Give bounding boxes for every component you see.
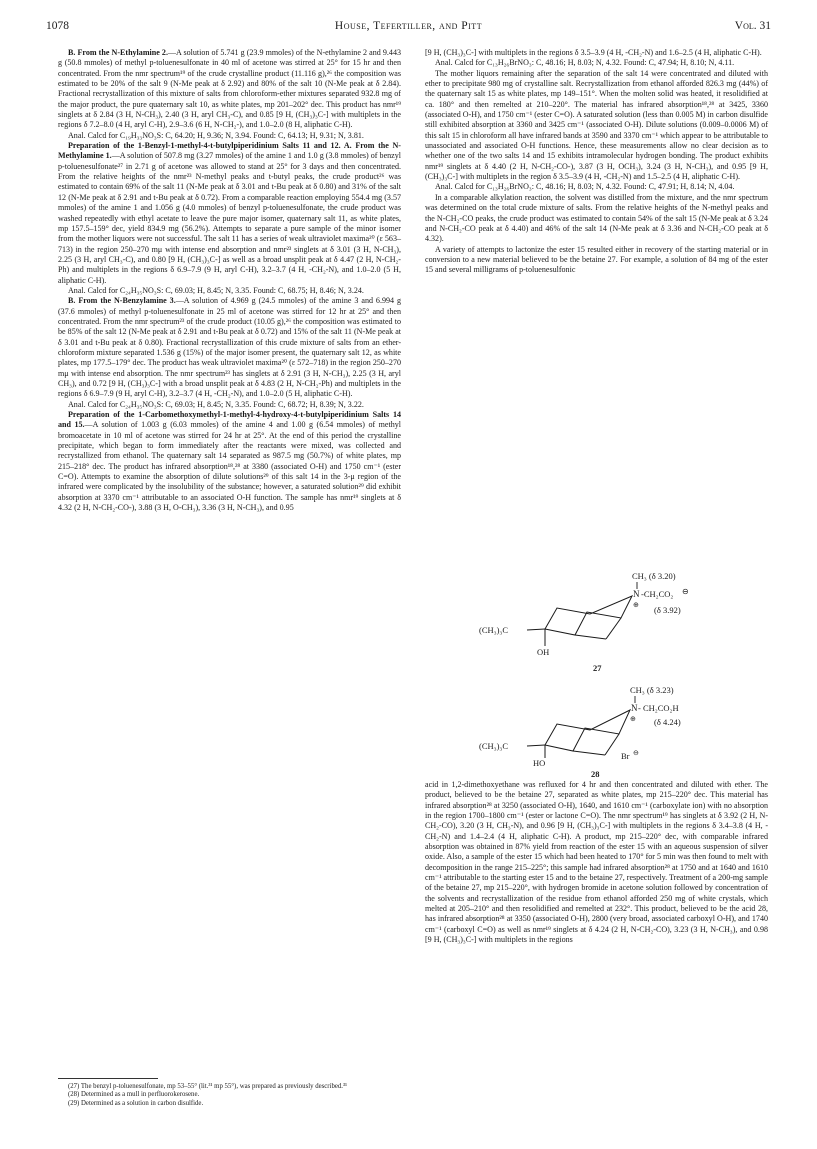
paragraph-text: [9 H, (CH₃)₃C-] with multiplets in the regions δ 3.5–3.9 (4 H, -CH₂-N) and 1.6–2.5 (4 H, aliphatic C-H). xyxy=(425,48,762,57)
page-header xyxy=(46,20,771,36)
volume-label: Vol. 31 xyxy=(734,20,771,32)
paragraph xyxy=(425,193,768,245)
page-number: 1078 xyxy=(46,20,69,32)
paragraph-text: In a comparable alkylation reaction, the solvent was distilled from the mixture, and the nmr spectrum was determined on the total crude mixture of salts. From the relative heights of the N-methyl peaks and the N-CH₂-CO peaks, the crude product was estimated to contain 54% of the salt 15 (N-Me peak at δ 3.24 and N-CH₂-CO peak at δ 4.40) and 46% of the salt 14 (N-Me peak at δ 3.36 and N-CH₂-CO peak at δ 4.32). xyxy=(425,192,768,244)
f27-oh: OH xyxy=(537,647,550,657)
paragraph-text: —A solution of 5.741 g (23.9 mmoles) of the N-ethylamine 2 and 9.443 g (50.8 mmoles) of methyl p-toluenesulfonate in 40 ml of acetone was stirred at 25° for 15 hr and then concentrated. From the nmr spectrum¹⁹ of the crude crystalline product (11.116 g),²⁶ the composition was estimated to be 20% of the salt 9 (N-Me peak at δ 2.92) and 80% of the salt 10 (N-Me peak at δ 2.84). Fractional recrystallization of this mixture of salts from chloroform-ether mixtures separated 932.8 mg of the major product, the pure quaternary salt 10, as white plates, mp 201–202° dec. This product has nmr¹⁹ singlets at δ 2.84 (3 H, N-CH₃), 2.40 (3 H, aryl CH₃-C), and 0.85 [9 H, (CH₃)₃C-] with multiplets in the regions δ 7.2–8.0 (4 H, aryl C-H), 2.9–3.6 (6 H, N-CH₂-), and 1.0–2.0 (8 H, aliphatic C-H). xyxy=(58,48,401,130)
f28-shift: (δ 4.24) xyxy=(654,717,681,727)
paragraph xyxy=(425,182,768,192)
footnotes xyxy=(58,1083,401,1108)
footnote: (27) The benzyl p-toluenesulfonate, mp 53–55° (lit.³¹ mp 55°), was prepared as previously described.³¹ xyxy=(68,1083,348,1090)
paragraph xyxy=(425,48,768,58)
paragraph-text: —A solution of 507.8 mg (3.27 mmoles) of the amine 1 and 1.0 g (3.8 mmoles) of benzyl p-toluenesulfonate²⁷ in 2.71 g of acetone was allowed to stand at 25° for 3 days and then concentrated. From the relative heights of the nmr²³ N-methyl peaks and t-butyl peaks, the crude product²⁶ was estimated to contain 69% of the salt 11 (N-Me peak at δ 3.01 and t-Bu peak at δ 0.80) and 31% of the salt 12 (N-Me peak at δ 2.91 and t-Bu peak at δ 0.72). From a comparable reaction employing 554.4 mg (3.57 mmoles) of the amine 1 and 1.056 g (4.0 mmoles) of benzyl p-toluenesulfonate, the crude product was washed repeatedly with ethyl acetate to leave the pure major isomer, quaternary salt 11, as white plates, mp 157.5–159° dec, yield 834.9 mg (56.2%). Attempts to separate a pure sample of the minor isomer from the mother liquors were not successful. The salt 11 has a series of weak ultraviolet maxima²⁰ (ε 563–713) in the region 250–270 mμ with intense end absorption and nmr²³ singlets at δ 3.01 (3 H, N-CH₃), 2.25 (3 H, aryl CH₃-C), and 0.80 [9 H, (CH₃)₃C-] as well as a broad unsplit peak at δ 4.47 (2 H, N-CH₂-Ph) and multiplets in the regions δ 6.9–7.9 (9 H, aryl C-H), 3.2–3.7 (4 H, -CH₂-N), and 1.0–2.0 (5 H, aliphatic C-H). xyxy=(58,151,401,285)
paragraph-text: Anal. Calcd for C₁₃H₂₆BrNO₃: C, 48.16; H, 8.03; N, 4.32. Found: C, 47.91; H, 8.14; N, 4.04. xyxy=(435,182,735,192)
right-column-top xyxy=(425,48,768,276)
paragraph xyxy=(425,58,768,68)
paragraph xyxy=(58,141,401,286)
f27-ch3: CH₃ (δ 3.20) xyxy=(632,571,676,581)
paragraph xyxy=(58,400,401,410)
right-column-bottom xyxy=(425,780,768,946)
paragraph xyxy=(425,245,768,276)
footnote-rule xyxy=(58,1078,158,1079)
paragraph-heading: B. From the N-Ethylamine 2. xyxy=(68,48,168,57)
paragraph-text: —A solution of 1.003 g (6.03 mmoles) of the amine 4 and 1.00 g (6.54 mmoles) of methyl bromoacetate in 10 ml of acetone was stirred for 24 hr at 25°. At the end of this period the crystalline precipitate, which began to form immediately after the reactants were mixed, was collected and recrystallized from ethanol. The quaternary salt 14 separated as 987.5 mg (50.7%) of white plates, mp 215–218° dec. The product has infrared absorption¹⁸,²⁸ at 3380 (associated O-H) and 1750 cm⁻¹ (ester C=O). Attempts to examine the absorption of dilute solutions²⁹ of this salt 14 in the 3-μ region of the infrared were complicated by the insolubility of the substance; however, a saturated solution²⁹ did exhibit absorption at 3370 cm⁻¹ attributable to an associated O-H function. The sample has nmr¹⁹ singlets at δ 4.32 (2 H, N-CH₂-CO-), 3.88 (3 H, O-CH₃), 3.36 (3 H, N-CH₃), and 0.95 xyxy=(58,420,401,513)
paragraph xyxy=(425,780,768,946)
f28-ho: HO xyxy=(533,758,546,768)
footnote: (28) Determined as a mull in perfluorokerosene. xyxy=(68,1091,200,1099)
paragraph-text: Anal. Calcd for C₂₄H₃₅NO₃S: C, 69.03; H, 8.45; N, 3.35. Found: C, 68.72; H, 8.39; N, 3.22. xyxy=(68,399,364,409)
f28-substituent: - CH₂CO₂H xyxy=(638,703,679,713)
paragraph-heading: B. From the N-Benzylamine 3. xyxy=(68,296,176,306)
running-title: House, Tefertiller, and Pitt xyxy=(334,20,483,32)
paragraph-text: Anal. Calcd for C₁₃H₂₆BrNO₃: C, 48.16; H, 8.03; N, 4.32. Found: C, 47.94; H, 8.10; N, 4.11. xyxy=(435,58,735,68)
f28-n-charge: ⊕ xyxy=(630,715,636,723)
f28-br-charge: ⊖ xyxy=(633,749,639,757)
f28-br: Br xyxy=(621,751,630,761)
f28-tbu: (CH₃)₃C xyxy=(479,741,509,751)
f28-ch3: CH₃ (δ 3.23) xyxy=(630,685,674,695)
left-column xyxy=(58,48,401,513)
f27-number: 27 xyxy=(593,663,602,673)
paragraph-text: —A solution of 4.969 g (24.5 mmoles) of the amine 3 and 6.994 g (37.6 mmoles) of methyl p-toluenesulfonate in 25 ml of acetone was stirred for 12 hr at 25° and then concentrated. From the nmr spectrum²³ of the crude product (10.05 g),²⁶ the composition was estimated to be 85% of the salt 12 (N-Me peak at δ 2.91 and t-Bu peak at δ 0.72) and 15% of the salt 11 (N-Me peak at δ 3.01 and t-Bu peak at δ 0.80). Fractional recrystallization of this crude mixture of salts from an ether-chloroform mixture separated 1.536 g (15%) of the major isomer present, the quaternary salt 12, as white plates, mp 177.5–179° dec. The product has weak ultraviolet maxima²⁰ (ε 572–718) in the region 250–270 mμ with intense end absorption. The nmr spectrum²³ has singlets at δ 2.91 (3 H, N-CH₃), 2.25 (3 H, aryl CH₃), and 0.72 [9 H, (CH₃)₃C-] with a broad unsplit peak at δ 4.83 (2 H, N-CH₂-Ph) and multiplets in the regions δ 6.9–7.9 (9 H, aryl C-H), 3.2–3.7 (4 H, -CH₂-N), and 1.0–2.0 (5 H, aliphatic C-H). xyxy=(58,296,401,399)
f27-anion-charge: ⊖ xyxy=(682,587,689,596)
paragraph xyxy=(425,69,768,183)
paragraph xyxy=(58,286,401,296)
paragraph xyxy=(58,296,401,399)
f27-shift: (δ 3.92) xyxy=(654,605,681,615)
paragraph-text: Anal. Calcd for C₁₉H₃₃NO₃S: C, 64.20; H, 9.36; N, 3.94. Found: C, 64.13; H, 9.31; N, 3.81. xyxy=(68,130,364,140)
paragraph-heading: Preparation of the 1-Carbomethoxymethyl-1-methyl-4-hydroxy-4-t-butylpiperidinium Salts 14 and 15. xyxy=(58,410,401,430)
structure-27 xyxy=(425,566,768,681)
f28-number: 28 xyxy=(591,769,600,779)
paragraph-text: Anal. Calcd for C₂₄H₃₅NO₃S: C, 69.03; H, 8.45; N, 3.35. Found: C, 68.75; H, 8.46; N, 3.24. xyxy=(68,285,364,295)
f27-tbu: (CH₃)₃C xyxy=(479,625,509,635)
f27-n-charge: ⊕ xyxy=(633,601,639,609)
paragraph-heading: Preparation of the 1-Benzyl-1-methyl-4-t-butylpiperidinium Salts 11 and 12. A. From the N-Methylamine 1. xyxy=(58,141,401,161)
paragraph-text: The mother liquors remaining after the separation of the salt 14 were concentrated and diluted with ether to precipitate 980 mg of crystalline salt. Recrystallization from ethanol afforded 826.3 mg (44%) of the quaternary salt 15 as white plates, mp 149–151°. When the molten solid was heated, it resolidified at ca. 180° and then remelted at 210–220°. The material has infrared absorption¹⁸,²⁸ at 3425, 3360 (associated O-H), and 1750 cm⁻¹ (ester C=O). A saturated solution (less than 0.005 M) in carbon disulfide still exhibited absorption at 3360 and 3425 cm⁻¹ (associated O-H). Dilute solutions (0.009–0.0006 M) of this salt 15 in chloroform all have infrared bands at 3590 and 3370 cm⁻¹ which appear to be attributable to unassociated and associated O-H functions. Hence, these measurements allow no clear decision as to whether one of the two salts 14 and 15 exhibits intramolecular hydrogen bonding. The product exhibits nmr¹⁹ singlets at δ 4.40 (2 H, N-CH₂-CO-), 3.87 (3 H, OCH₃), 3.24 (3 H, N-CH₃), and 0.95 [9 H, (CH₃)₃C-] with multiplets in the region δ 3.5–3.9 (4 H, -CH₂-N) and 1.5–2.5 (4 H, aliphatic C-H). xyxy=(425,68,768,182)
paragraph-text: A variety of attempts to lactonize the ester 15 resulted either in recovery of the starting material or in conversion to a new material believed to be the betaine 27. For example, a solution of 84 mg of the ester 15 and several milligrams of p-toluenesulfonic xyxy=(425,244,768,275)
footnote: (29) Determined as a solution in carbon disulfide. xyxy=(68,1099,204,1107)
paragraph xyxy=(58,48,401,131)
paragraph xyxy=(58,131,401,141)
f27-n: N xyxy=(633,589,640,599)
paragraph xyxy=(58,410,401,513)
f28-n: N xyxy=(631,703,638,713)
paragraph-text: acid in 1,2-dimethoxyethane was refluxed for 4 hr and then concentrated and diluted with ether. The product, believed to be the betaine 27, separated as white plates, mp 215–220° dec. This material has infrared absorption²⁸ at 3250 (associated O-H), 1640, and 1610 cm⁻¹ (carboxylate ion) with no absorption in the region 1700–1800 cm⁻¹ (ester or lactone C=O). The nmr spectrum¹⁹ has singlets at δ 3.92 (2 H, N-CH₂-CO), 3.20 (3 H, CH₃-N), and 0.96 [9 H, (CH₃)₃C-] with multiplets in the regions δ 3.4–3.8 (4 H, -CH₂-N) and 1.4–2.4 (4 H, aliphatic C-H). A product, mp 215–220° dec, with comparable infrared absorption was obtained in 87% yield from reaction of the ester 15 with an aqueous suspension of silver oxide. Also, a sample of the ester 15 which had been heated to 170° for 5 min was then found to melt with decomposition in the range 215–225°; this sample had infrared absorption²⁸ at 1750 and at 1640 and 1610 cm⁻¹ attributable to the starting ester 15 and to the betaine 27, respectively. Treatment of a 200-mg sample of the betaine 27, mp 215–220°, with hydrogen bromide in acetone solution followed by concentration of the solvents and recrystallization of the residue from ethanol afforded 250 mg of white crystals, which melted at 205–210° and then resolidified and remelted at 232°. This product, believed to be the acid 28, has infrared absorption²⁸ at 3350 (associated O-H), 2800 (very broad, associated carboxyl O-H), and 1740 cm⁻¹ (carboxyl C=O) as well as nmr¹⁹ singlets at δ 4.24 (2 H, N-CH₂-CO), 3.23 (3 H, N-CH₃), and 0.98 [9 H, (CH₃)₃C-] with multiplets in the regions xyxy=(425,780,768,945)
structure-28 xyxy=(425,684,768,780)
f27-substituent: -CH₂CO₂ xyxy=(641,589,674,599)
